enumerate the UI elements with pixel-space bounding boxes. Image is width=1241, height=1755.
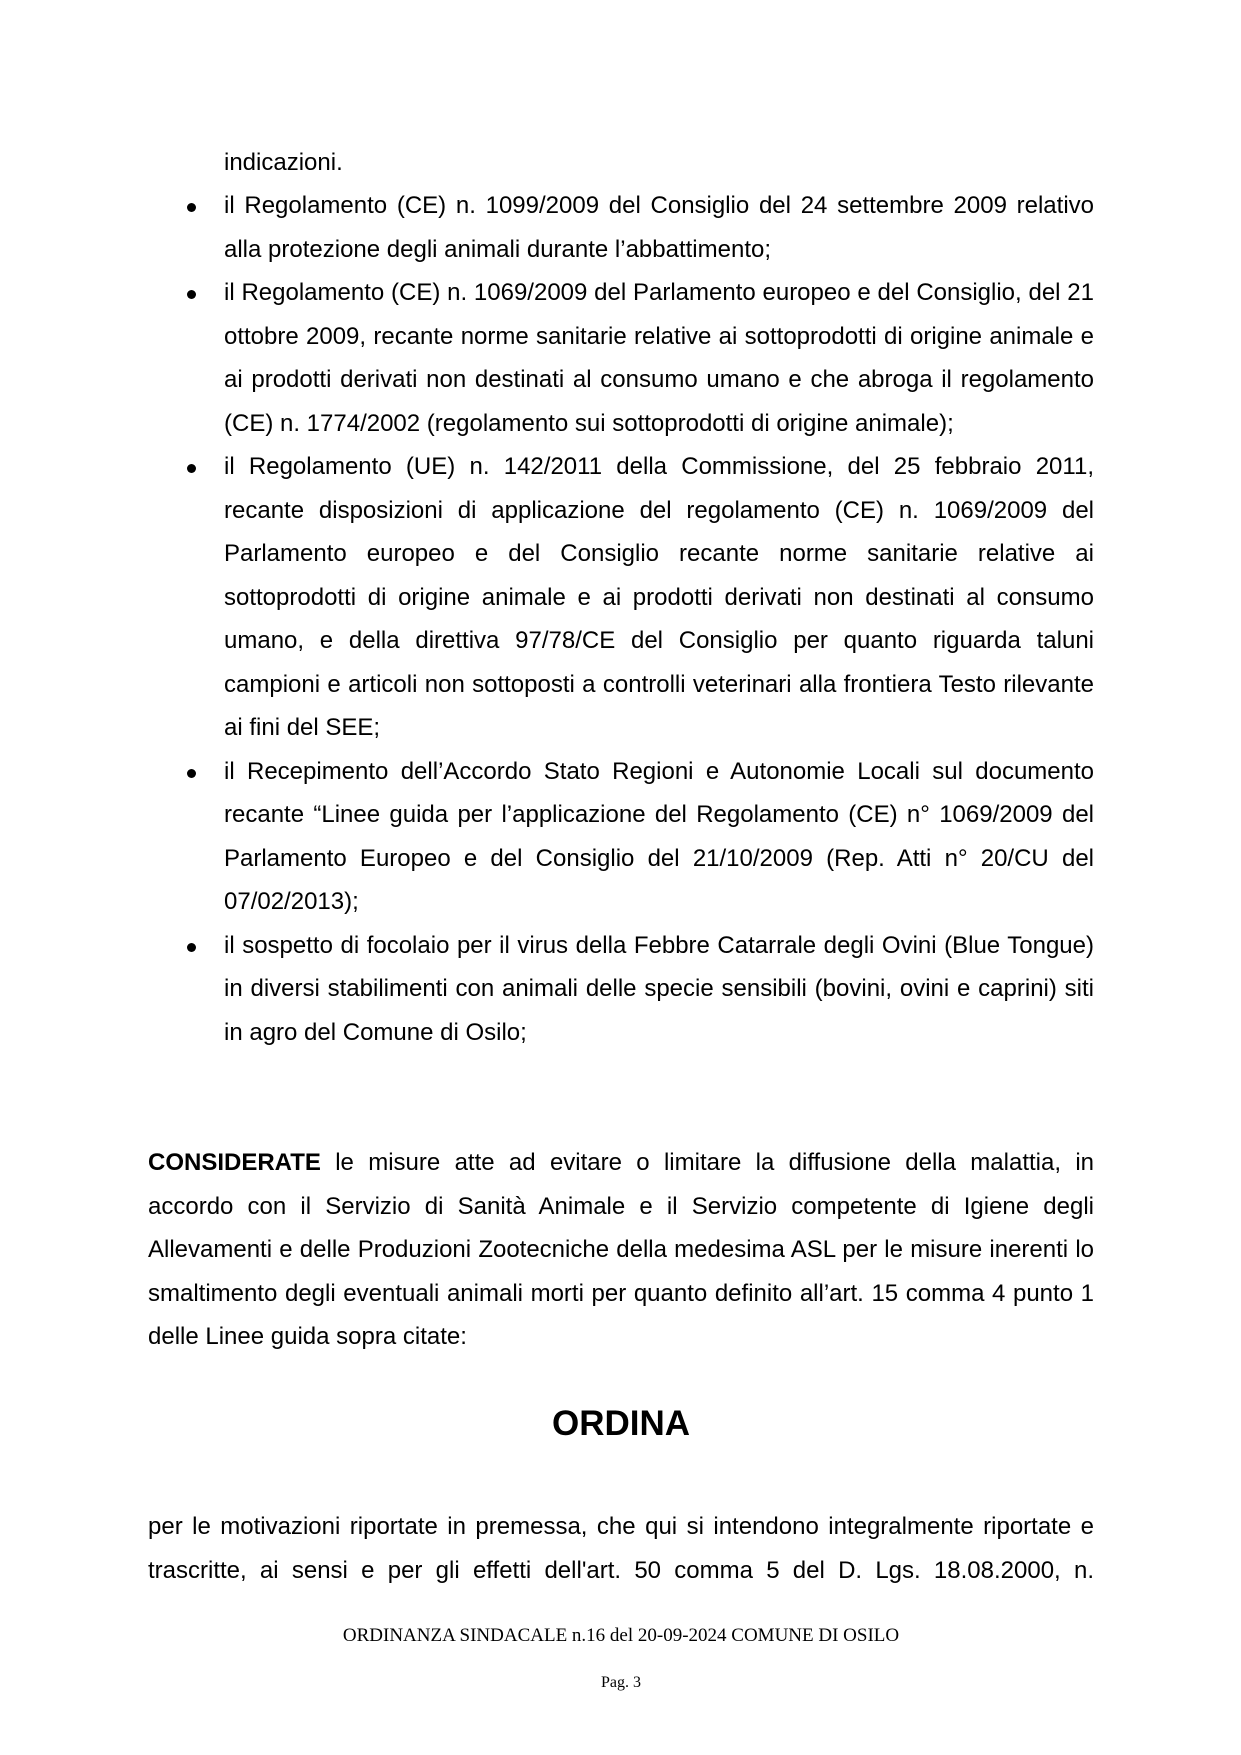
considerate-text: le misure atte ad evitare o limitare la diffusione della malattia, in accordo con il Servizio di Sanità Animale e il Servizio competente di Igiene degli Allevamenti e delle Produzioni Zootecniche della medesima ASL per le misure inerenti lo smaltimento degli eventuali animali morti per quanto definito all’art. 15 comma 4 punto 1 delle Linee guida sopra citate: bbox=[148, 1149, 1094, 1350]
bullet-icon bbox=[187, 943, 196, 952]
list-item bbox=[180, 271, 1094, 445]
bullet-icon bbox=[187, 290, 196, 299]
considerate-paragraph bbox=[148, 1141, 1094, 1359]
bullet-icon bbox=[187, 464, 196, 473]
ordina-heading: ORDINA bbox=[551, 1404, 691, 1443]
list-item bbox=[180, 184, 1094, 271]
list-item-text: il Regolamento (UE) n. 142/2011 della Commissione, del 25 febbraio 2011, recante disposizioni di applicazione del regolamento (CE) n. 1069/2009 del Parlamento europeo e del Consiglio recante norme sanitarie relative ai sottoprodotti di origine animale e ai prodotti derivati non destinati al consumo umano, e della direttiva 97/78/CE del Consiglio per quanto riguarda taluni campioni e articoli non sottoposti a controlli veterinari alla frontiera Testo rilevante ai fini del SEE; bbox=[224, 453, 1094, 741]
list-item bbox=[180, 445, 1094, 750]
regulations-list bbox=[180, 184, 1094, 1054]
continuation-text: indicazioni. bbox=[224, 149, 343, 176]
list-item bbox=[180, 924, 1094, 1055]
list-item-text: il sospetto di focolaio per il virus della Febbre Catarrale degli Ovini (Blue Tongue) in diversi stabilimenti con animali delle specie sensibili (bovini, ovini e caprini) siti in agro del Comune di Osilo; bbox=[224, 931, 1094, 1046]
footer-title: ORDINANZA SINDACALE n.16 del 20-09-2024 COMUNE DI OSILO bbox=[342, 1625, 900, 1646]
list-item bbox=[180, 750, 1094, 924]
final-paragraph: per le motivazioni riportate in premessa, che qui si intendono integralmente riportate e trascritte, ai sensi e per gli effetti dell'art. 50 comma 5 del D. Lgs. 18.08.2000, n. bbox=[148, 1513, 1094, 1584]
page-number: Pag. 3 bbox=[601, 1674, 641, 1691]
list-item-text: il Regolamento (CE) n. 1099/2009 del Consiglio del 24 settembre 2009 relativo alla protezione degli animali durante l’abbattimento; bbox=[224, 192, 1094, 263]
bullet-icon bbox=[187, 769, 196, 778]
list-item-text: il Recepimento dell’Accordo Stato Regioni e Autonomie Locali sul documento recante “Linee guida per l’applicazione del Regolamento (CE) n° 1069/2009 del Parlamento Europeo e del Consiglio del 21/10/2009 (Rep. Atti n° 20/CU del 07/02/2013); bbox=[224, 757, 1094, 915]
considerate-keyword: CONSIDERATE bbox=[148, 1149, 321, 1176]
list-item-text: il Regolamento (CE) n. 1069/2009 del Parlamento europeo e del Consiglio, del 21 ottobre 2009, recante norme sanitarie relative ai sottoprodotti di origine animale e ai prodotti derivati non destinati al consumo umano e che abroga il regolamento (CE) n. 1774/2002 (regolamento sui sottoprodotti di origine animale); bbox=[224, 279, 1094, 437]
bullet-icon bbox=[187, 203, 196, 212]
